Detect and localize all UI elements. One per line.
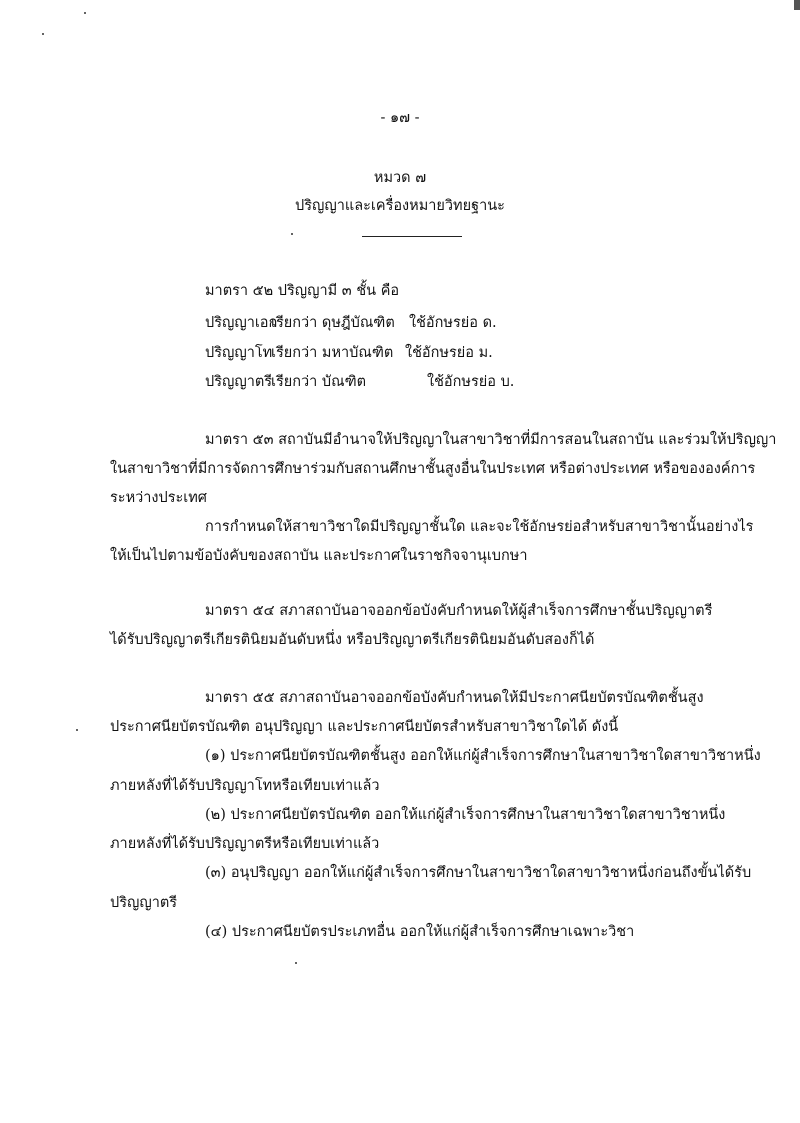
degree-name: ปริญญาเอก [205,315,278,331]
chapter-title: ปริญญาและเครื่องหมายวิทยฐานะ [295,198,505,214]
section-53-line-3: ระหว่างประเทศ [110,490,207,506]
degree-name: ปริญญาตรี [205,374,273,390]
section-54-line-1: มาตรา ๕๔ สภาสถาบันอาจออกข้อบังคับกำหนดให้ผู้สำเร็จการศึกษาชั้นปริญญาตรี [205,603,713,619]
scan-speck [84,12,86,14]
section-55-item-2-line-2: ภายหลังที่ได้รับปริญญาตรีหรือเทียบเท่าแล้ว [110,836,380,852]
section-53-line-2: ในสาขาวิชาที่มีการจัดการศึกษาร่วมกับสถานศึกษาชั้นสูงอื่นในประเทศ หรือต่างประเทศ หรือขององค์การ [110,461,756,477]
section-55-item-3-line-2: ปริญญาตรี [110,895,178,911]
degree-abbreviation: ใช้อักษรย่อ ม. [405,345,493,361]
section-54-line-2: ได้รับปริญญาตรีเกียรตินิยมอันดับหนึ่ง หรือปริญญาตรีเกียรตินิยมอันดับสองก็ได้ [110,632,595,648]
scan-edge-mark [794,0,800,10]
scan-speck [295,962,297,964]
section-55-item-2-line-1: (๒) ประกาศนียบัตรบัณฑิต ออกให้แก่ผู้สำเร็จการศึกษาในสาขาวิชาใดสาขาวิชาหนึ่ง [205,807,726,823]
section-55-item-1-line-1: (๑) ประกาศนียบัตรบัณฑิตชั้นสูง ออกให้แก่ผู้สำเร็จการศึกษาในสาขาวิชาใดสาขาวิชาหนึ่ง [205,748,761,764]
section-53-line-5: ให้เป็นไปตามข้อบังคับของสถาบัน และประกาศในราชกิจจานุเบกษา [110,548,528,564]
page-number: - ๑๗ - [380,110,420,126]
section-55-item-1-line-2: ภายหลังที่ได้รับปริญญาโทหรือเทียบเท่าแล้ว [110,778,380,794]
degree-abbreviation: ใช้อักษรย่อ บ. [427,374,515,390]
degree-abbreviation: ใช้อักษรย่อ ด. [409,315,497,331]
section-53-line-4: การกำหนดให้สาขาวิชาใดมีปริญญาชั้นใด และจะใช้อักษรย่อสำหรับสาขาวิชานั้นอย่างไร [205,519,754,535]
degree-called: เรียกว่า บัณฑิต [271,374,367,390]
degree-called: เรียกว่า ดุษฎีบัณฑิต [271,315,395,331]
degree-row-master [205,343,493,363]
section-55-item-3-line-1: (๓) อนุปริญญา ออกให้แก่ผู้สำเร็จการศึกษาในสาขาวิชาใดสาขาวิชาหนึ่งก่อนถึงขั้นได้รับ [205,865,752,881]
degree-row-bachelor [205,372,515,392]
degree-name: ปริญญาโท [205,345,273,361]
scan-speck [42,33,44,35]
section-53-line-1: มาตรา ๕๓ สถาบันมีอำนาจให้ปริญญาในสาขาวิชาที่มีการสอนในสถาบัน และร่วมให้ปริญญา [205,432,777,448]
section-52-heading: มาตรา ๕๒ ปริญญามี ๓ ชั้น คือ [205,283,400,299]
degree-called: เรียกว่า มหาบัณฑิต [271,345,394,361]
section-55-line-2: ประกาศนียบัตรบัณฑิต อนุปริญญา และประกาศนียบัตรสำหรับสาขาวิชาใดได้ ดังนี้ [110,719,619,735]
scan-speck [291,233,293,235]
section-55-item-4-line-1: (๔) ประกาศนียบัตรประเภทอื่น ออกให้แก่ผู้สำเร็จการศึกษาเฉพาะวิชา [205,924,635,940]
scan-speck [76,729,78,731]
section-55-line-1: มาตรา ๕๕ สภาสถาบันอาจออกข้อบังคับกำหนดให้มีประกาศนียบัตรบัณฑิตชั้นสูง [205,690,704,706]
degree-row-doctor [205,313,497,333]
chapter-heading: หมวด ๗ [373,170,427,186]
title-divider [362,236,462,237]
